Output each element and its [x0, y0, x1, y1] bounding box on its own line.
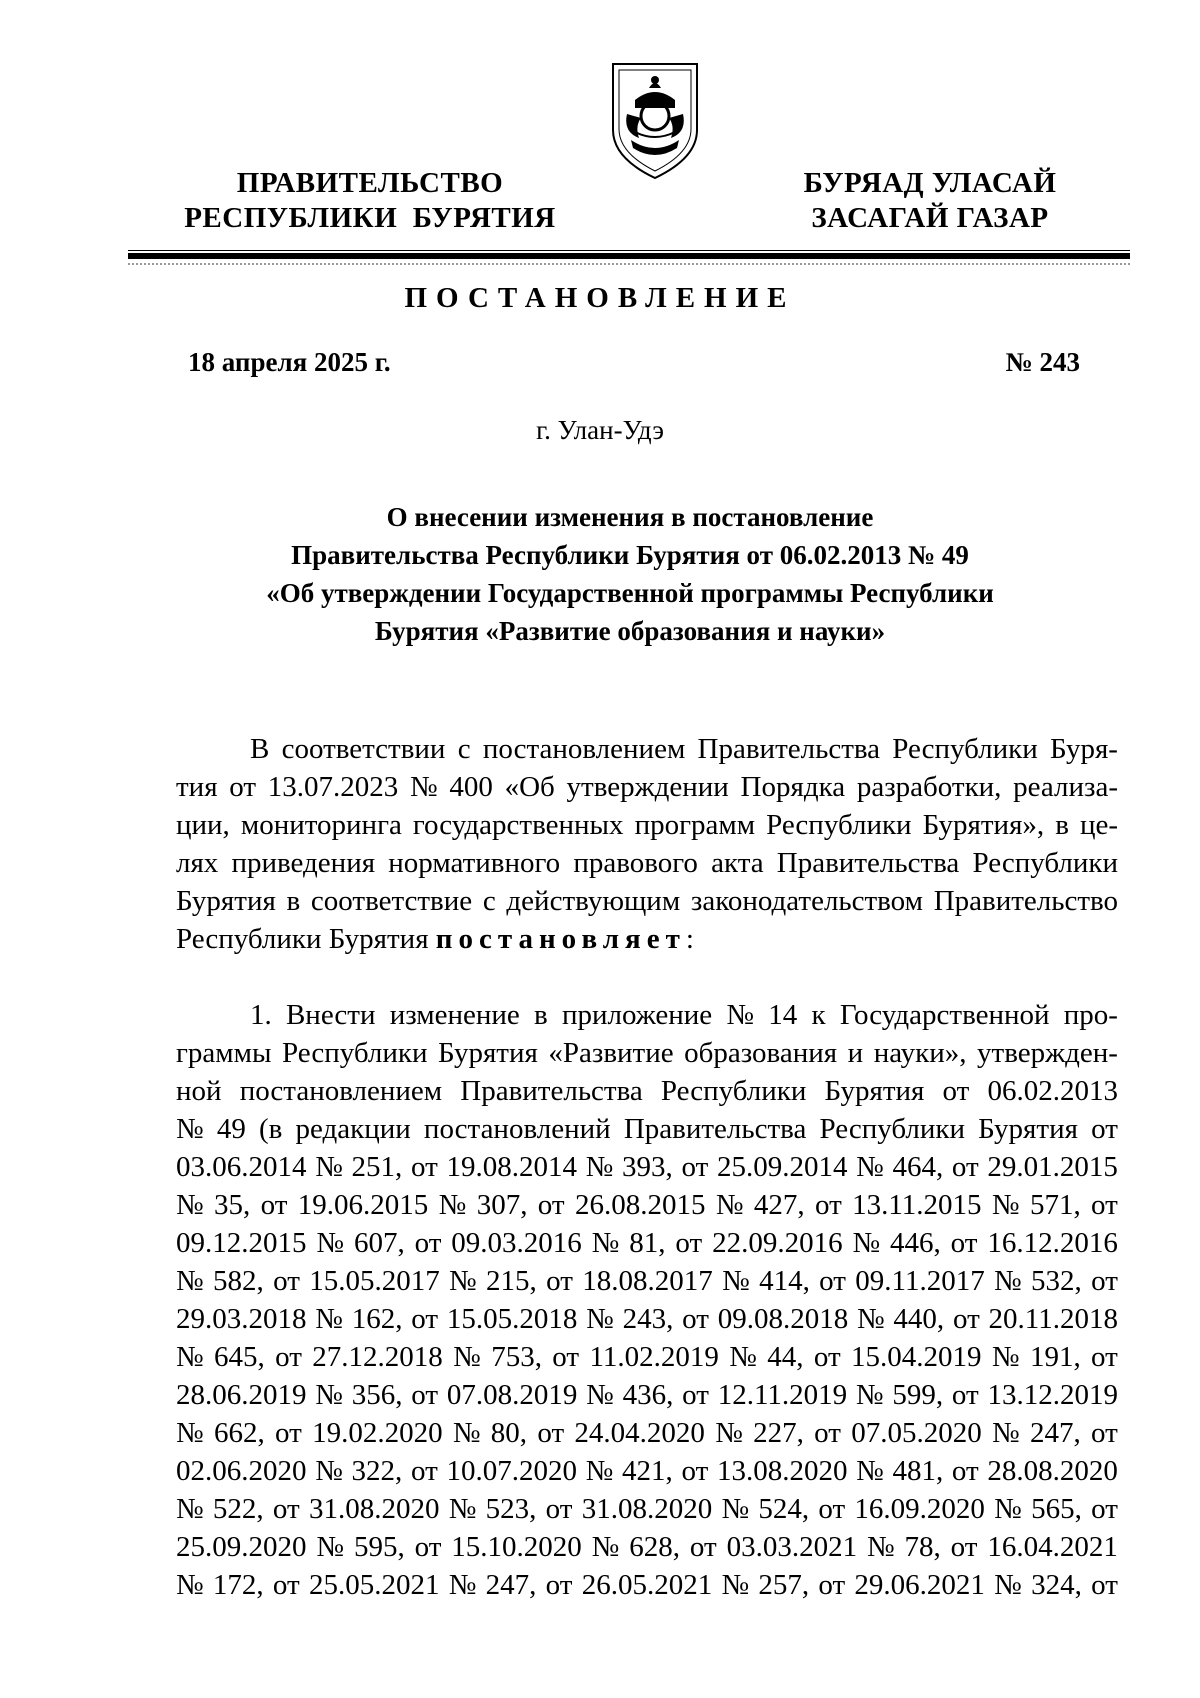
- header-left-line1: ПРАВИТЕЛЬСТВО: [236, 167, 504, 199]
- resolves-word: постановляет: [435, 923, 686, 955]
- paragraph-line: [176, 920, 1118, 958]
- paragraph-line: № 662, от 19.02.2020 № 80, от 24.04.2020 № 227, от 07.05.2020 № 247, от: [176, 1417, 1118, 1449]
- document-type: ПОСТАНОВЛЕНИЕ: [404, 282, 796, 314]
- paragraph-line: № 582, от 15.05.2017 № 215, от 18.08.2017 № 414, от 09.11.2017 № 532, от: [176, 1265, 1118, 1297]
- paragraph-line: тия от 13.07.2023 № 400 «Об утверждении Порядка разработки, реализа-: [176, 771, 1118, 803]
- paragraph-line: ной постановлением Правительства Республики Бурятия от 06.02.2013: [176, 1075, 1118, 1107]
- paragraph-item-1: [176, 996, 1118, 1604]
- header-right-line1: БУРЯАД УЛАСАЙ: [803, 167, 1057, 199]
- paragraph-line: 02.06.2020 № 322, от 10.07.2020 № 421, от 13.08.2020 № 481, от 28.08.2020: [176, 1455, 1118, 1487]
- paragraph-line: ции, мониторинга государственных программ Республики Бурятия», в це-: [176, 809, 1118, 841]
- paragraph-line: 03.06.2014 № 251, от 19.08.2014 № 393, от 25.09.2014 № 464, от 29.01.2015: [176, 1151, 1118, 1183]
- paragraph-preamble: [176, 730, 1118, 958]
- document-date: 18 апреля 2025 г.: [188, 347, 391, 377]
- paragraph-line: лях приведения нормативного правового акта Правительства Республики: [176, 847, 1118, 879]
- header-government-bua: [780, 166, 1080, 236]
- paragraph-line: № 49 (в редакции постановлений Правительства Республики Бурятия от: [176, 1113, 1118, 1145]
- paragraph-line: 28.06.2019 № 356, от 07.08.2019 № 436, от 12.11.2019 № 599, от 13.12.2019: [176, 1379, 1118, 1411]
- title-line: О внесении изменения в постановление: [386, 502, 874, 532]
- title-line: Бурятия «Развитие образования и науки»: [374, 616, 886, 646]
- paragraph-line: № 35, от 19.06.2015 № 307, от 26.08.2015 № 427, от 13.11.2015 № 571, от: [176, 1189, 1118, 1221]
- header-government-ru: [180, 166, 560, 236]
- paragraph-line: 09.12.2015 № 607, от 09.03.2016 № 81, от 22.09.2016 № 446, от 16.12.2016: [176, 1227, 1118, 1259]
- paragraph-line: Бурятия в соответствие с действующим законодательством Правительство: [176, 885, 1118, 917]
- paragraph-line: № 645, от 27.12.2018 № 753, от 11.02.2019 № 44, от 15.04.2019 № 191, от: [176, 1341, 1118, 1373]
- document-city: г. Улан-Удэ: [536, 415, 664, 445]
- paragraph-line: 29.03.2018 № 162, от 15.05.2018 № 243, от 09.08.2018 № 440, от 20.11.2018: [176, 1303, 1118, 1335]
- paragraph-line: 25.09.2020 № 595, от 15.10.2020 № 628, от 03.03.2021 № 78, от 16.04.2021: [176, 1531, 1118, 1563]
- document-title: [240, 498, 1020, 650]
- coat-of-arms-icon: [605, 58, 705, 183]
- paragraph-line: № 522, от 31.08.2020 № 523, от 31.08.2020 № 524, от 16.09.2020 № 565, от: [176, 1493, 1118, 1525]
- paragraph-line: № 172, от 25.05.2021 № 247, от 26.05.2021 № 257, от 29.06.2021 № 324, от: [176, 1569, 1118, 1601]
- header-divider-thin: [128, 250, 1130, 251]
- preamble-colon: :: [685, 923, 694, 955]
- document-number: № 243: [1005, 347, 1080, 377]
- paragraph-line: граммы Республики Бурятия «Развитие образования и науки», утвержден-: [176, 1037, 1118, 1069]
- header-divider-dotted: [128, 263, 1130, 265]
- paragraph-line: В соответствии с постановлением Правительства Республики Буря-: [250, 733, 1118, 765]
- header-left-line2: РЕСПУБЛИКИ БУРЯТИЯ: [184, 202, 556, 234]
- preamble-tail-text: Республики Бурятия: [176, 923, 436, 955]
- paragraph-line: 1. Внести изменение в приложение № 14 к Государственной про-: [250, 999, 1118, 1031]
- header-right-line2: ЗАСАГАЙ ГАЗАР: [811, 202, 1049, 234]
- title-line: Правительства Республики Бурятия от 06.02.2013 № 49: [291, 540, 969, 570]
- header-divider-thick: [128, 253, 1130, 259]
- title-line: «Об утверждении Государственной программы Республики: [266, 578, 994, 608]
